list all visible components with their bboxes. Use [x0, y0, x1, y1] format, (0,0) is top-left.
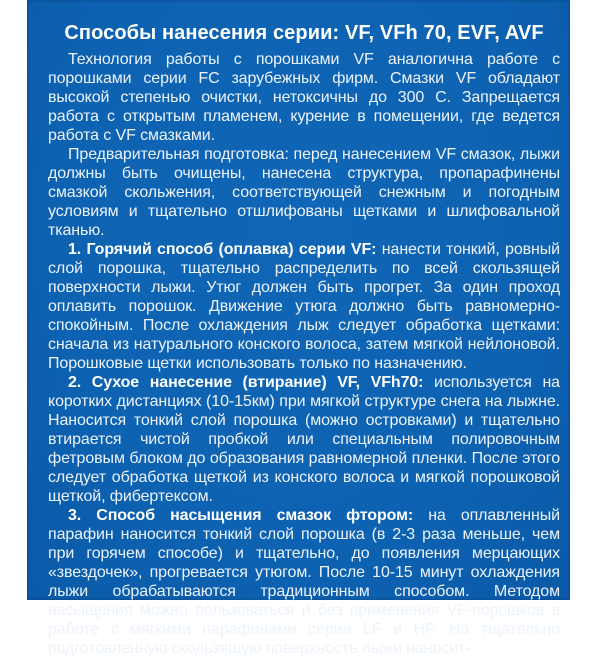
method-1-heading: 1. Горячий способ (оплавка) серии VF: — [68, 241, 377, 258]
paragraph-technology-intro — [48, 50, 560, 145]
paragraph-text: на оплавленный парафин наносится тонкий слой порошка (в 2-3 раза меньше, чем при горячем способе) и тщательно, до появления мерцающих «звездочек», прогревается утюгом. После 10-15 минут охлаждения лыжи обрабатываются традиционным способом. Методом насыщения можно пользоваться и без применения VF-порошков в работе с мягкими парафинами серии LF и HF. На тщательно подготовленную скользящую поверхность лыжи наносит- — [48, 507, 560, 657]
paragraph-text: Предварительная подготовка: перед нанесением VF смазок, лыжи должны быть очищены, нанесена структура, пропарафинены смазкой скольжения, соответствующей снежным и погодным условиям и тщательно отшлифованы щетками и шлифовальной тканью. — [48, 146, 560, 239]
paragraph-method-1-hot-application — [48, 240, 560, 373]
paragraph-text: нанести тонкий, ровный слой порошка, тщательно распределить по всей скользящей поверхности лыжи. Утюг должен быть прогрет. За один проход оплавить порошок. Движение утюга должно быть равномерно-спокойным. После охлаждения лыж следует обработка щетками: сначала из натурального конского волоса, затем мягкой нейлоновой. Порошковые щетки использовать только по назначению. — [48, 241, 560, 372]
paragraph-method-3-fluorine-saturation — [48, 506, 560, 658]
method-3-heading: 3. Способ насыщения смазок фтором: — [68, 507, 414, 524]
paragraph-method-2-dry-application — [48, 373, 560, 506]
instruction-label-panel — [27, 0, 570, 657]
paragraph-preliminary-preparation — [48, 145, 560, 240]
method-2-heading: 2. Сухое нанесение (втирание) VF, VFh70: — [68, 374, 424, 391]
page-title: Способы нанесения серии: VF, VFh 70, EVF, AVF — [64, 22, 544, 44]
paragraph-text: Технология работы с порошками VF аналогична работе с порошками серии FC зарубежных фирм. Смазки VF обладают высокой степенью очистки, нетоксичны до 300 С. Запрещается работа с открытым пламенем, курение в помещении, где ведется работа с VF смазками. — [48, 51, 560, 144]
paragraph-text: используется на коротких дистанциях (10-15км) при мягкой структуре снега на лыжне. Наносится тонкий слой порошка (можно островками) и тщательно втирается чистой пробкой или специальным полировочным фетровым блоком до образования равномерной пленки. После этого следует обработка щеткой из конского волоса и мягкой порошковой щеткой, фибертексом. — [48, 374, 560, 505]
